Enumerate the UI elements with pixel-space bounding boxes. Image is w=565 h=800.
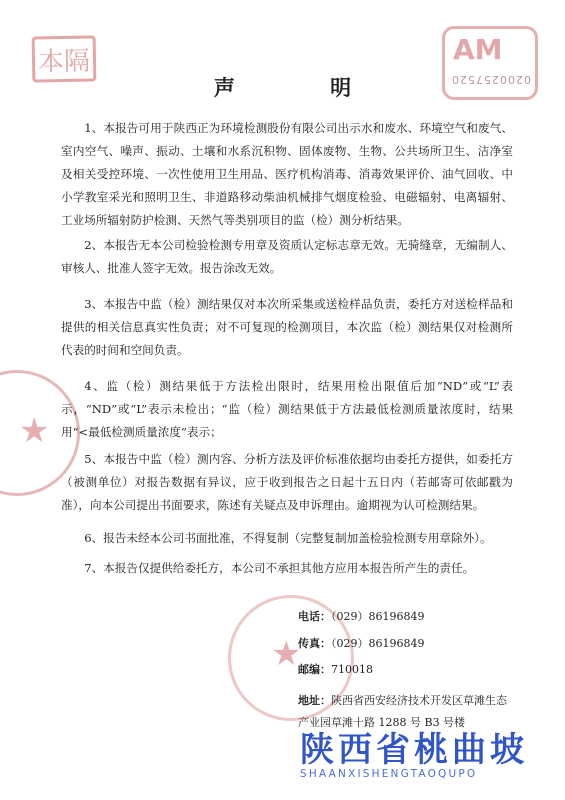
fax-value: （029）86196849 [331, 637, 425, 650]
page-title: 声 明 [213, 76, 396, 100]
postcode-value: 710018 [331, 663, 373, 676]
clause-5: 5、本报告中监（检）测内容、分析方法及评价标准依据均由委托方提供，如委托方（被测单位）对报告数据有异议，应于收到报告之日起十五日内（若邮寄可依邮戳为准），向本公司提出书面要求，陈述有关疑点及申诉理由。逾期视为认可检测结果。 [61, 452, 513, 512]
phone-label: 电话： [298, 610, 331, 623]
address-label: 地址： [298, 694, 331, 707]
phone-value: （029）86196849 [331, 610, 425, 623]
seal-star-icon: ★ [19, 411, 50, 451]
watermark-subtext: SHAANXISHENGTAOQUPO [300, 768, 478, 780]
watermark: 陕西省桃曲坡 [300, 730, 528, 770]
clause-7: 7、本报告仅提供给委托方，本公司不承担其他方应用本报告所产生的责任。 [84, 561, 475, 575]
clause-4: 4、监（检）测结果低于方法检出限时，结果用检出限值后加“ND”或“L”表示，“ND”或“L”表示未检出；“监（检）测结果低于方法最低检测质量浓度时，结果用“<最低检测质量浓度”表示； [61, 379, 513, 439]
fax-label: 传真： [298, 637, 331, 650]
cma-stamp-number: 0200257520 [451, 73, 531, 86]
contact-fax [298, 637, 424, 651]
contact-postcode [298, 663, 373, 677]
contact-phone [298, 610, 424, 624]
address-value: 陕西省西安经济技术开发区草滩生态产业园草滩十路 1288 号 B3 号楼 [298, 694, 507, 729]
postcode-label: 邮编： [298, 663, 331, 676]
clause-2: 2、本报告无本公司检验检测专用章及资质认定标志章无效。无骑缝章，无编制人、审核人、批准人签字无效。报告涂改无效。 [61, 238, 513, 275]
clause-3: 3、本报告中监（检）测结果仅对本次所采集或送检样品负责，委托方对送检样品和提供的相关信息真实性负责；对不可复现的检测项目，本次监（检）测结果仅对检测所代表的时间和空间负责。 [61, 297, 513, 357]
clause-6: 6、报告未经本公司书面批准，不得复制（完整复制加盖检验检测专用章除外）。 [84, 531, 492, 545]
cma-stamp-text: AM [453, 33, 503, 66]
clause-1: 1、本报告可用于陕西正为环境检测股份有限公司出示水和废水、环境空气和废气、室内空气、噪声、振动、土壤和水系沉积物、固体废物、生物、公共场所卫生、洁净室及相关受控环境、一次性使用卫生用品、医疗机构消毒、消毒效果评价、油气回收、中小学教室采光和照明卫生、非道路移动柴油机械排气烟度检验、电磁辐射、电离辐射、工业场所辐射防护检测、天然气等类别项目的监（检）测分析结果。 [61, 121, 513, 227]
stamp-left-text: 本隔 [37, 46, 91, 77]
seal-star-icon: ★ [271, 634, 302, 674]
